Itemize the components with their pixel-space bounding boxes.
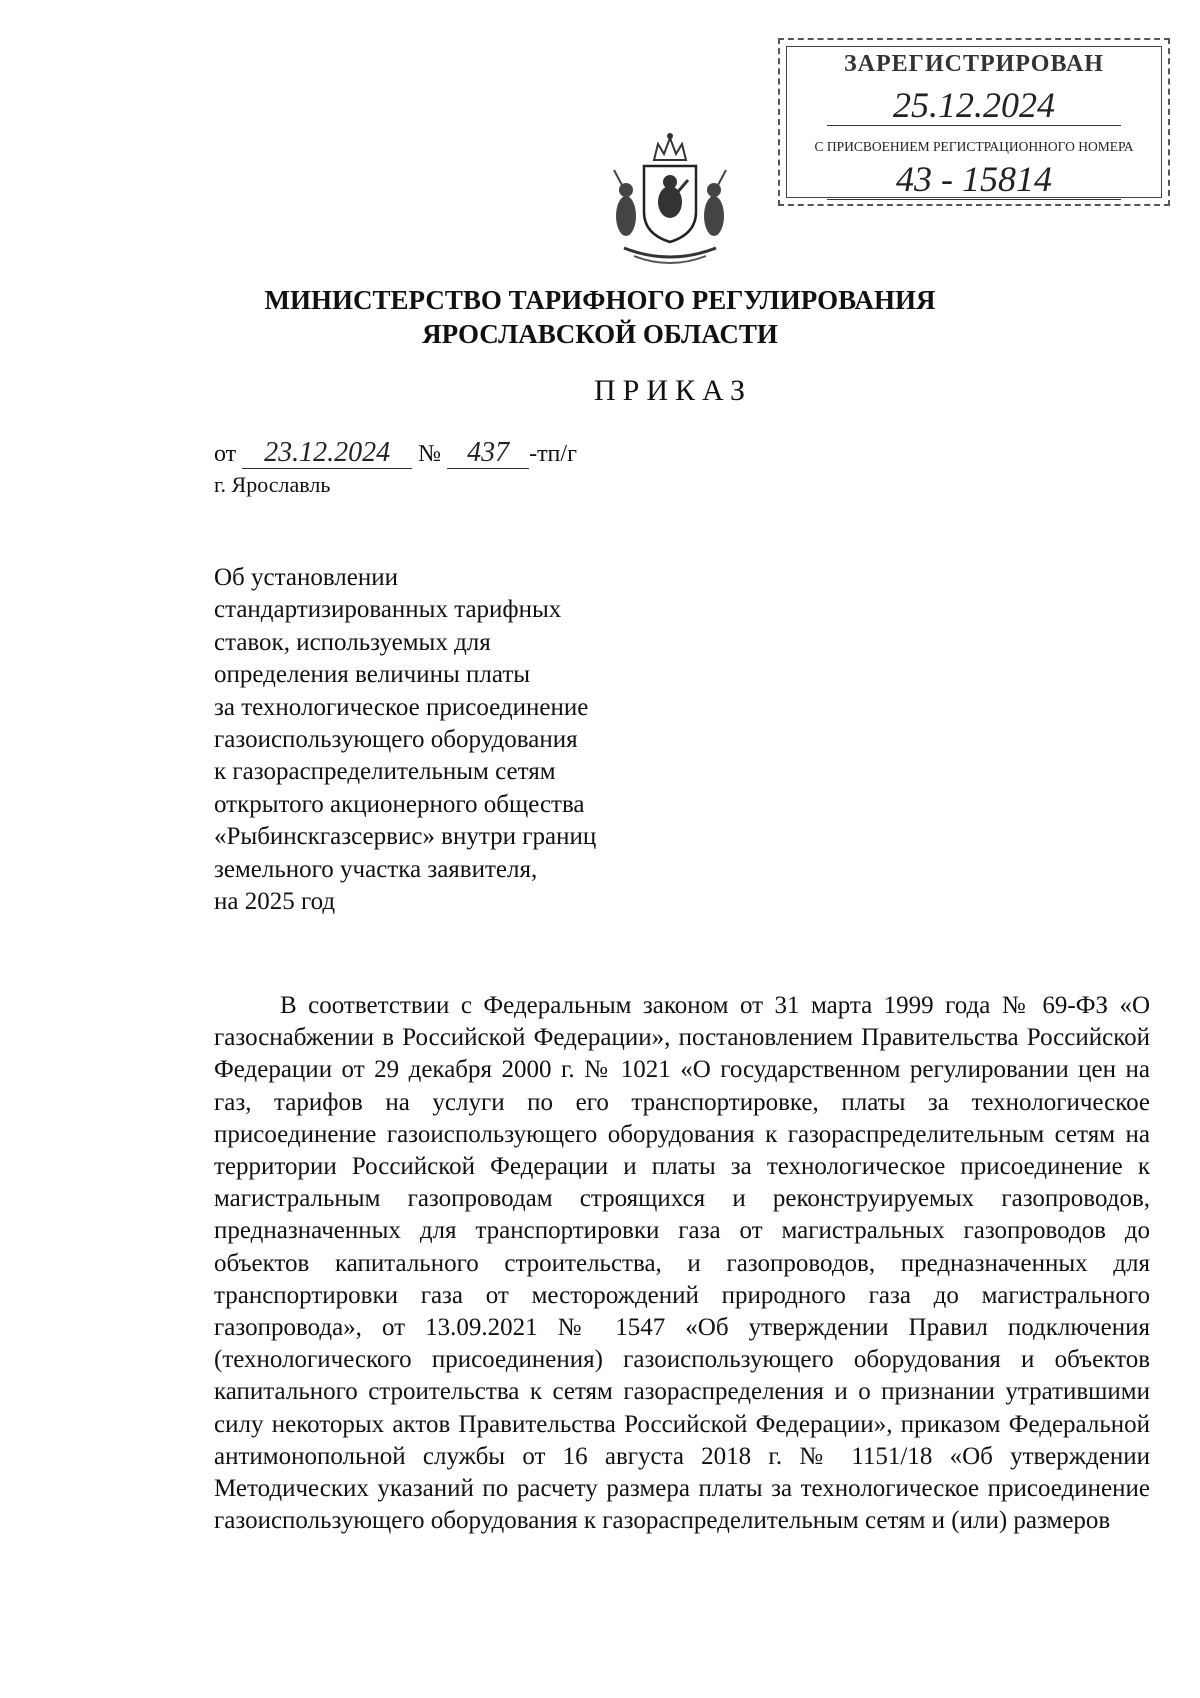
from-label: от: [214, 441, 237, 467]
order-city: г. Ярославль: [214, 472, 331, 497]
order-subject: Об установлении стандартизированных тарифных ставок, используемых для определения величины платы за технологическое присоединение газоиспользующего оборудования к газораспределительным сетям открытого акционерного общества «Рыбинскгазсервис» внутри границ земельного участка заявителя, на 2025 год: [214, 564, 597, 916]
stamp-title: ЗАРЕГИСТРИРОВАН: [844, 51, 1104, 77]
order-body-paragraph: В соответствии с Федеральным законом от 31 марта 1999 года № 69-ФЗ «О газоснабжении в Российской Федерации», постановлением Правительства Российской Федерации от 29 декабря 2000 г. № 1021 «О государственном регулировании цен на газ, тарифов на услуги по его транспортировке, платы за технологическое присоединение газоиспользующего оборудования к газораспределительным сетям на территории Российской Федерации и платы за технологическое присоединение к магистральным газопроводам строящихся и реконструируемых газопроводов, предназначенных для транспортировки газа от магистральных газопроводов до объектов капитального строительства, и газопроводов, предназначенных для транспортировки газа от месторождений природного газа до магистрального газопровода», от 13.09.2021 № 1547 «Об утверждении Правил подключения (технологического присоединения) газоиспользующего оборудования и объектов капитального строительства к сетям газораспределения и о признании утратившими силу некоторых актов Правительства Российской Федерации», приказом Федеральной антимонопольной службы от 16 августа 2018 г. № 1151/18 «Об утверждении Методических указаний по расчету размера платы за технологическое присоединение газоиспользующего оборудования к газораспределительным сетям и (или) размеров: [214, 992, 1150, 1535]
ministry-header: [0, 283, 1200, 351]
stamp-frame: [786, 46, 1162, 198]
coat-of-arms-icon: [604, 130, 736, 270]
order-date: 23.12.2024: [242, 438, 412, 469]
stamp-caption: С ПРИСВОЕНИЕМ РЕГИСТРАЦИОННОГО НОМЕРА: [814, 139, 1134, 154]
number-label: №: [418, 441, 442, 467]
ministry-line-1: МИНИСТЕРСТВО ТАРИФНОГО РЕГУЛИРОВАНИЯ: [264, 285, 936, 315]
registration-stamp: [778, 38, 1170, 206]
ministry-line-2: ЯРОСЛАВСКОЙ ОБЛАСТИ: [422, 319, 778, 349]
order-date-number-line: [214, 438, 577, 469]
stamp-handwritten-date: 25.12.2024: [827, 85, 1121, 126]
document-type-title: ПРИКАЗ: [594, 374, 752, 407]
order-number: 437: [447, 438, 529, 469]
order-number-suffix: -тп/г: [529, 441, 577, 467]
stamp-handwritten-number: 43 - 15814: [827, 159, 1121, 200]
